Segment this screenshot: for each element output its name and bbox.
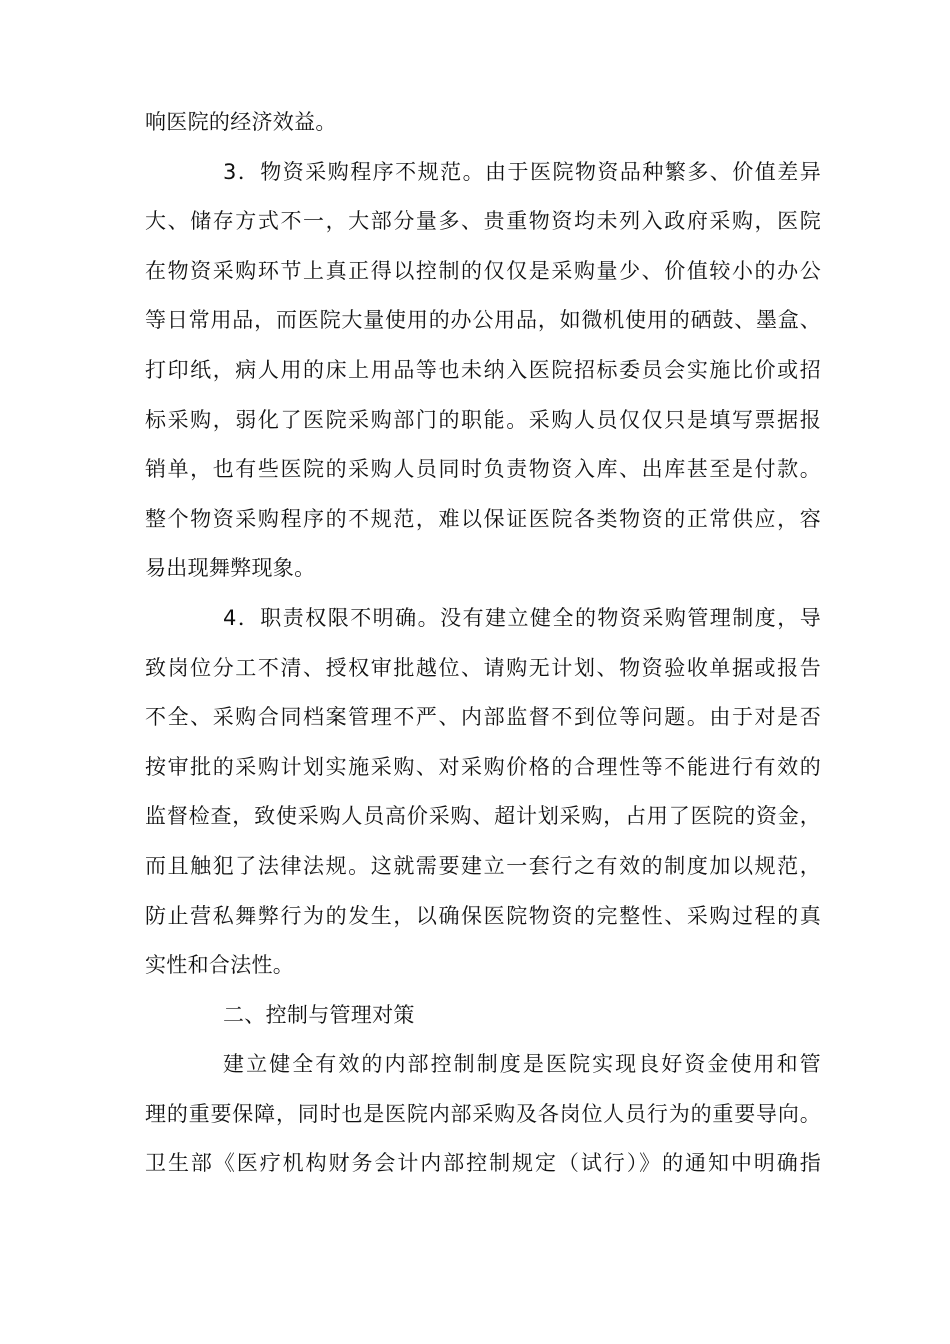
- text-line: 响医院的经济效益。: [145, 110, 337, 134]
- paragraph-procurement-procedure: [145, 148, 821, 594]
- text-line: 标采购，弱化了医院采购部门的职能。采购人员仅仅只是填写票据报: [145, 407, 821, 432]
- section-heading: [145, 991, 821, 1041]
- text-line: 4．职责权限不明确。没有建立健全的物资采购管理制度，导: [223, 605, 821, 630]
- text-line: 大、储存方式不一，大部分量多、贵重物资均未列入政府采购，医院: [145, 209, 821, 234]
- text-line: 打印纸，病人用的床上用品等也未纳入医院招标委员会实施比价或招: [145, 357, 821, 382]
- paragraph-internal-control: [145, 1040, 821, 1189]
- document-body: [145, 98, 821, 1189]
- text-line: 防止营私舞弊行为的发生，以确保医院物资的完整性、采购过程的真: [145, 903, 821, 928]
- paragraph-continuation: [145, 98, 821, 148]
- text-line: 监督检查，致使采购人员高价采购、超计划采购，占用了医院的资金，: [145, 804, 821, 829]
- text-line: 等日常用品，而医院大量使用的办公用品，如微机使用的硒鼓、墨盒、: [145, 308, 821, 333]
- text-line: 销单，也有些医院的采购人员同时负责物资入库、出库甚至是付款。: [145, 457, 821, 482]
- text-line: 卫生部《医疗机构财务会计内部控制规定（试行）》的通知中明确指: [145, 1151, 821, 1176]
- text-line: 不全、采购合同档案管理不严、内部监督不到位等问题。由于对是否: [145, 705, 821, 730]
- text-line: 在物资采购环节上真正得以控制的仅仅是采购量少、价值较小的办公: [145, 258, 821, 283]
- text-line: 易出现舞弊现象。: [145, 556, 316, 581]
- text-line: 实性和合法性。: [145, 953, 295, 978]
- section-heading-text: 二、控制与管理对策: [223, 1002, 415, 1027]
- text-line: 按审批的采购计划实施采购、对采购价格的合理性等不能进行有效的: [145, 754, 821, 779]
- text-line: 致岗位分工不清、授权审批越位、请购无计划、物资验收单据或报告: [145, 655, 821, 680]
- text-line: 理的重要保障，同时也是医院内部采购及各岗位人员行为的重要导向。: [145, 1101, 821, 1126]
- text-line: 整个物资采购程序的不规范，难以保证医院各类物资的正常供应，容: [145, 506, 821, 531]
- text-line: 3．物资采购程序不规范。由于医院物资品种繁多、价值差异: [223, 159, 821, 184]
- text-line: 而且触犯了法律法规。这就需要建立一套行之有效的制度加以规范，: [145, 853, 821, 878]
- paragraph-responsibility: [145, 594, 821, 991]
- text-line: 建立健全有效的内部控制制度是医院实现良好资金使用和管: [223, 1052, 821, 1077]
